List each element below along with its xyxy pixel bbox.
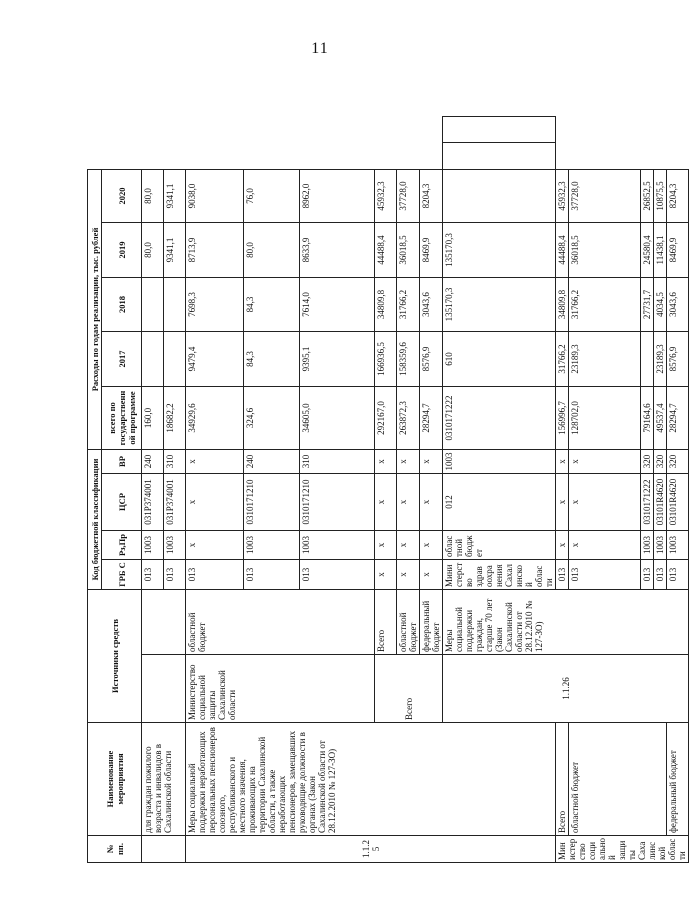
cell-num: [142, 836, 186, 863]
table-cell: [142, 278, 164, 332]
table-cell: х: [186, 531, 244, 560]
table-cell: 031Р374001: [164, 474, 186, 531]
table-cell: 3043,6: [667, 278, 689, 332]
table-cell: 012: [443, 474, 556, 531]
table-cell: 34605,0: [300, 387, 375, 450]
table-cell: 79164,6: [641, 387, 654, 450]
table-cell: 263872,3: [397, 387, 420, 450]
table-cell: 610: [443, 332, 556, 387]
table-cell: 80,0: [142, 223, 164, 278]
table-cell: 240: [244, 450, 300, 474]
table-cell: 37728,0: [397, 169, 420, 222]
header-2019: 2019: [102, 223, 142, 278]
table-cell: 03101R4620: [654, 474, 667, 531]
table-cell: х: [375, 560, 397, 590]
table-cell: 0310171222: [443, 387, 556, 450]
table-cell: 013: [142, 560, 164, 590]
table-cell: 0310171210: [244, 474, 300, 531]
table-cell: 31766,2: [569, 278, 641, 332]
table-cell: 8962,0: [300, 169, 375, 222]
table-cell: х: [420, 474, 443, 531]
table-cell: 4034,5: [654, 278, 667, 332]
funding-source: областной бюджет: [186, 590, 375, 655]
responsible-executor: Министерство социальной защиты Сахалинской области: [186, 655, 375, 723]
funding-source: областной бюджет: [397, 590, 420, 655]
item-number: 1.1.26: [443, 655, 689, 723]
table-cell: х: [569, 474, 641, 531]
table-cell: х: [397, 474, 420, 531]
table-cell: 36018,5: [397, 223, 420, 278]
table-cell: [443, 143, 556, 169]
table-cell: 34809,8: [375, 278, 397, 332]
table-cell: 8576,9: [420, 332, 443, 387]
table-cell: 013: [244, 560, 300, 590]
table-cell: 1003: [142, 531, 164, 560]
table-cell: 013: [300, 560, 375, 590]
table-cell: х: [375, 474, 397, 531]
table-cell: 26852,5: [641, 169, 654, 222]
table-cell: 28294,7: [667, 387, 689, 450]
table-cell: 013: [569, 560, 641, 590]
item-number: 1.1.25: [186, 836, 556, 863]
table-cell: 0310171210: [300, 474, 375, 531]
table-cell: 11438,1: [654, 223, 667, 278]
table-cell: х: [420, 560, 443, 590]
table-cell: 8204,3: [420, 169, 443, 222]
table-cell: х: [397, 560, 420, 590]
table-cell: 49537,4: [654, 387, 667, 450]
table-cell: 10875,5: [654, 169, 667, 222]
header-source: Источники средств: [88, 590, 142, 723]
table-cell: [164, 332, 186, 387]
table-cell: 310: [300, 450, 375, 474]
table-cell: 03101R4620: [667, 474, 689, 531]
table-cell: 324,6: [244, 387, 300, 450]
header-csr: ЦСР: [102, 474, 142, 531]
responsible-executor: Министерство здравоохранения Сахалинской области: [443, 560, 556, 590]
table-cell: 9341,1: [164, 169, 186, 222]
table-cell: 320: [654, 450, 667, 474]
table-cell: х: [375, 450, 397, 474]
table-cell: 23189,3: [569, 332, 641, 387]
table-cell: 013: [556, 560, 569, 590]
table-cell: [142, 332, 164, 387]
table-cell: 31766,2: [397, 278, 420, 332]
table-cell: 1003: [164, 531, 186, 560]
funding-source: Всего: [556, 723, 569, 836]
table-cell: 9038,0: [186, 169, 244, 222]
table-cell: х: [186, 474, 244, 531]
table-cell: 031Р374001: [142, 474, 164, 531]
table-cell: 7698,3: [186, 278, 244, 332]
table-cell: 1003: [443, 450, 556, 474]
table-cell: 135170,3: [443, 223, 556, 278]
table-cell: х: [569, 531, 641, 560]
table-body: [142, 117, 689, 863]
table-cell: х: [186, 450, 244, 474]
table-cell: 013: [164, 560, 186, 590]
header-name: Наименование мероприятия: [88, 723, 142, 836]
table-cell: 80,0: [142, 169, 164, 222]
table-cell: 013: [641, 560, 654, 590]
table-cell: 8633,9: [300, 223, 375, 278]
program-expenses-table: [87, 116, 689, 863]
table-cell: 34809,8: [556, 278, 569, 332]
table-cell: 156996,7: [556, 387, 569, 450]
table-cell: 45932,3: [556, 169, 569, 222]
table-cell: 160,0: [142, 387, 164, 450]
table-cell: 44488,4: [556, 223, 569, 278]
table-cell: х: [375, 531, 397, 560]
item-name: Меры социальной поддержки граждан, старше 70 лет (Закон Сахалинской области от 28.12.2010 № 127-ЗО): [443, 590, 689, 655]
table-cell: 80,0: [244, 223, 300, 278]
table-cell: 8713,9: [186, 223, 244, 278]
table-cell: х: [556, 474, 569, 531]
table-cell: 1003: [244, 531, 300, 560]
table-cell: 0310171222: [641, 474, 654, 531]
total-label: Всего: [375, 655, 443, 723]
table-cell: 8469,9: [420, 223, 443, 278]
page-number: 11: [311, 40, 329, 57]
table-cell: 28294,7: [420, 387, 443, 450]
table-cell: х: [420, 450, 443, 474]
table-cell: [641, 332, 654, 387]
table-cell: 3043,6: [420, 278, 443, 332]
header-2017: 2017: [102, 332, 142, 387]
table-cell: 24580,4: [641, 223, 654, 278]
table-cell: 9341,1: [164, 223, 186, 278]
table-cell: 18682,2: [164, 387, 186, 450]
funding-source: федеральный бюджет: [667, 723, 689, 836]
table-cell: 320: [641, 450, 654, 474]
header-grbs: ГРБ С: [102, 560, 142, 590]
table-cell: 27731,7: [641, 278, 654, 332]
table-cell: 84,3: [244, 278, 300, 332]
table-cell: 37728,0: [569, 169, 641, 222]
table-cell: 240: [142, 450, 164, 474]
table-cell: 166936,5: [375, 332, 397, 387]
table-cell: 8469,9: [667, 223, 689, 278]
table-cell: 76,0: [244, 169, 300, 222]
table-cell: [443, 117, 556, 143]
table-cell: 44488,4: [375, 223, 397, 278]
funding-source: областной бюджет: [443, 531, 556, 560]
cell-src: [142, 590, 186, 655]
table-cell: х: [556, 531, 569, 560]
table-cell: 84,3: [244, 332, 300, 387]
table-cell: 013: [667, 560, 689, 590]
table-cell: 158359,6: [397, 332, 420, 387]
responsible-executor: Министерство социальной защиты Сахалинской области: [556, 836, 689, 863]
funding-source: областной бюджет: [569, 723, 667, 836]
table-cell: 1003: [641, 531, 654, 560]
table-cell: 8576,9: [667, 332, 689, 387]
table-cell: 45932,3: [375, 169, 397, 222]
table-cell: [443, 169, 556, 222]
table-cell: 1003: [300, 531, 375, 560]
rotated-table-container: [87, 116, 687, 863]
table-cell: х: [569, 450, 641, 474]
table-cell: 013: [186, 560, 244, 590]
funding-source: федеральный бюджет: [420, 590, 443, 655]
header-num: № пп.: [88, 836, 142, 863]
header-expenses: Расходы по годам реализации, тыс. рублей: [88, 169, 102, 449]
table-cell: 36018,5: [569, 223, 641, 278]
header-total: всего по государственной программе: [102, 387, 142, 450]
table-cell: 9479,4: [186, 332, 244, 387]
table-cell: 23189,3: [654, 332, 667, 387]
table-cell: 9395,1: [300, 332, 375, 387]
table-cell: 310: [164, 450, 186, 474]
table-cell: 1003: [654, 531, 667, 560]
item-name: Меры социальной поддержки неработающих персональных пенсионеров союзного, республиканского и местного значения, проживающих на территории Сахалинской области, а также неработающих пенсионеров, замещавших руководящие должности в органах (Закон Сахалинской области от 28.12.2010 № 127-ЗО): [186, 723, 556, 836]
table-cell: 128702,0: [569, 387, 641, 450]
header-vr: ВР: [102, 450, 142, 474]
cell-resp: [142, 655, 186, 723]
header-2020: 2020: [102, 169, 142, 222]
table-cell: х: [420, 531, 443, 560]
table-cell: 34929,6: [186, 387, 244, 450]
table-cell: 013: [654, 560, 667, 590]
table-cell: 31766,2: [556, 332, 569, 387]
header-2018: 2018: [102, 278, 142, 332]
table-cell: 8204,3: [667, 169, 689, 222]
table-cell: 1003: [667, 531, 689, 560]
table-cell: 320: [667, 450, 689, 474]
table-cell: х: [556, 450, 569, 474]
table-cell: [164, 278, 186, 332]
header-rzpr: Рз,Пр: [102, 531, 142, 560]
table-cell: 135170,3: [443, 278, 556, 332]
item-name-cont: для граждан пожилого возраста и инвалидов в Сахалинской области: [142, 723, 186, 836]
funding-source: Всего: [375, 590, 397, 655]
table-cell: х: [397, 531, 420, 560]
table-cell: 292167,0: [375, 387, 397, 450]
table-cell: 7614,0: [300, 278, 375, 332]
header-budget-code: Код бюджетной классификации: [88, 450, 102, 590]
table-cell: х: [397, 450, 420, 474]
